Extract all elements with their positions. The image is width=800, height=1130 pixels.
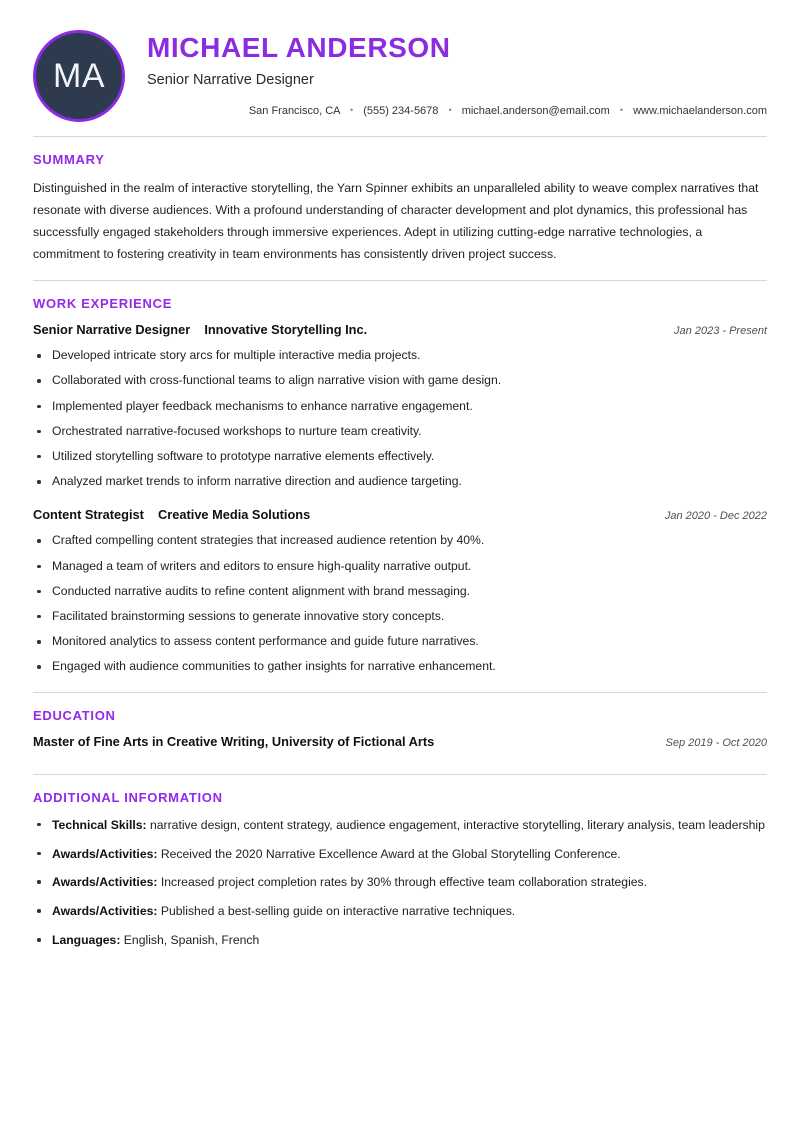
- section-title-summary: SUMMARY: [33, 152, 105, 167]
- contact-separator-icon: •: [619, 105, 624, 116]
- list-item: Implemented player feedback mechanisms to enhance narrative engagement.: [33, 398, 767, 416]
- contact-phone[interactable]: (555) 234-5678: [363, 104, 439, 117]
- contact-separator-icon: •: [349, 105, 354, 116]
- list-item: [33, 873, 767, 892]
- contact-location: San Francisco, CA: [248, 104, 340, 117]
- list-item: [33, 845, 767, 864]
- education-entry-header: [33, 734, 767, 751]
- work-entry-heading: [33, 507, 324, 524]
- section-education: [33, 693, 767, 774]
- work-entry-role: Senior Narrative Designer: [33, 321, 191, 337]
- section-summary: [33, 137, 767, 280]
- resume-header: [33, 28, 767, 136]
- work-entry: [33, 322, 767, 491]
- info-value: Received the 2020 Narrative Excellence Award at the Global Storytelling Conference.: [160, 846, 621, 861]
- contact-separator-icon: •: [448, 105, 452, 116]
- list-item: Orchestrated narrative-focused workshops to nurture team creativity.: [33, 423, 767, 441]
- section-additional-information: [33, 775, 767, 965]
- list-item: Utilized storytelling software to prototype narrative elements effectively.: [33, 448, 767, 466]
- page-title: MICHAEL ANDERSON: [147, 32, 451, 63]
- work-entry-header: [33, 507, 767, 524]
- section-title-education: EDUCATION: [33, 708, 116, 723]
- contact-website[interactable]: www.michaelanderson.com: [633, 104, 767, 117]
- info-label: Awards/Activities:: [52, 904, 158, 919]
- work-entry-company: Innovative Storytelling Inc.: [204, 321, 368, 337]
- list-item: Engaged with audience communities to gather insights for narrative enhancement.: [33, 658, 767, 676]
- info-value: English, Spanish, French: [123, 933, 260, 948]
- list-item: Analyzed market trends to inform narrative direction and audience targeting.: [33, 473, 767, 491]
- work-entry: [33, 507, 767, 676]
- avatar: [33, 30, 125, 122]
- list-item: [33, 816, 767, 835]
- header-subtitle: Senior Narrative Designer: [147, 72, 314, 89]
- info-label: Languages:: [52, 933, 121, 948]
- work-entry-dates: Jan 2020 - Dec 2022: [664, 509, 767, 522]
- work-entry-heading: [33, 322, 381, 339]
- education-entry: [33, 734, 767, 751]
- list-item: Monitored analytics to assess content performance and guide future narratives.: [33, 633, 767, 651]
- work-entry-bullets: [33, 347, 767, 491]
- list-item: Collaborated with cross-functional teams to align narrative vision with game design.: [33, 372, 767, 390]
- work-entry-dates: Jan 2023 - Present: [674, 324, 767, 337]
- work-entry-header: [33, 322, 767, 339]
- section-title-additional-information: ADDITIONAL INFORMATION: [33, 789, 223, 805]
- info-label: Technical Skills:: [52, 817, 147, 832]
- list-item: [33, 902, 767, 921]
- work-entry-role: Content Strategist: [33, 506, 144, 522]
- info-value: Published a best-selling guide on interactive narrative techniques.: [160, 904, 516, 919]
- education-dates: Sep 2019 - Oct 2020: [665, 737, 767, 749]
- list-item: Crafted compelling content strategies that increased audience retention by 40%.: [33, 532, 767, 550]
- contact-email[interactable]: michael.anderson@email.com: [461, 104, 610, 117]
- section-title-work-experience: WORK EXPERIENCE: [33, 295, 173, 311]
- work-entry-bullets: [33, 532, 767, 676]
- list-item: Managed a team of writers and editors to ensure high-quality narrative output.: [33, 558, 767, 576]
- work-entry-company: Creative Media Solutions: [158, 506, 311, 522]
- summary-text: Distinguished in the realm of interactive storytelling, the Yarn Spinner exhibits an unparalleled ability to weave complex narratives that resonate with diverse audiences. With a profound understanding of character development and plot dynamics, this professional has successfully engaged stakeholders through immersive experiences. Adept in utilizing cutting-edge narrative technologies, a commitment to fostering creativity in team environments has consistently driven project success.: [33, 181, 759, 261]
- education-degree: Master of Fine Arts in Creative Writing, University of Fictional Arts: [33, 734, 435, 749]
- contact-line: [147, 104, 767, 119]
- additional-information-list: [33, 816, 767, 951]
- list-item: Conducted narrative audits to refine content alignment with brand messaging.: [33, 583, 767, 601]
- info-value: narrative design, content strategy, audience engagement, interactive storytelling, literary analysis, team leadership: [150, 817, 765, 832]
- info-value: Increased project completion rates by 30% through effective team collaboration strategies.: [160, 875, 648, 890]
- list-item: Facilitated brainstorming sessions to generate innovative story concepts.: [33, 608, 767, 626]
- list-item: Developed intricate story arcs for multiple interactive media projects.: [33, 347, 767, 365]
- avatar-initials: MA: [53, 57, 105, 95]
- section-work-experience: [33, 281, 767, 693]
- info-label: Awards/Activities:: [52, 846, 158, 861]
- header-text-block: [125, 28, 767, 119]
- list-item: [33, 931, 767, 950]
- info-label: Awards/Activities:: [52, 875, 158, 890]
